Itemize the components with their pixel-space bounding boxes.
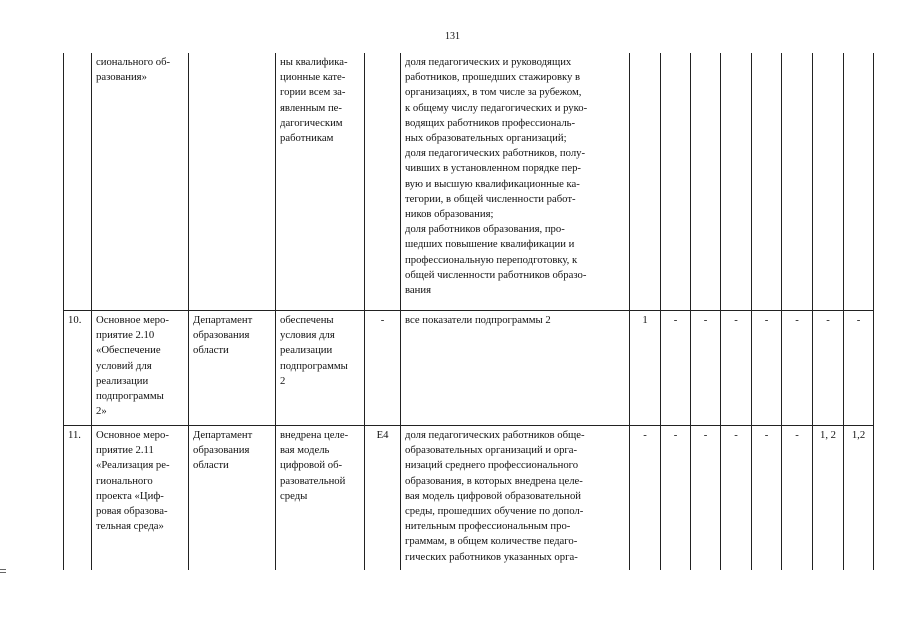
- year-mark: -: [782, 426, 813, 571]
- row-number: [64, 53, 92, 311]
- year-mark: -: [813, 311, 844, 426]
- year-mark: -: [691, 311, 721, 426]
- year-mark: -: [721, 426, 752, 571]
- year-mark: [691, 53, 721, 311]
- indicators: доля педагогических работников обще- образовательных организаций и орга- низаций среднего профессионального образования, в которых внедрена целе- вая модель цифровой образовательной среды, прошедших обучение по допол- нительным профессиональным про- граммам, в общем количестве педаго- гических работников указанных орга-: [401, 426, 630, 571]
- year-mark: 1,2: [844, 426, 874, 571]
- year-mark: 1: [630, 311, 661, 426]
- measures-table: [63, 53, 874, 570]
- expected-result: ны квалифика- ционные кате- гории всем за- явленным пе- дагогическим работникам: [276, 53, 365, 311]
- year-mark: 1, 2: [813, 426, 844, 571]
- year-mark: [661, 53, 691, 311]
- year-mark: -: [691, 426, 721, 571]
- year-mark: [630, 53, 661, 311]
- indicators: доля педагогических и руководящих работников, прошедших стажировку в организациях, в том числе за рубежом, к общему числу педагогических и руко- водящих работников профессиональ- ных образовательных организаций; доля педагогических работников, полу- чивших в установленном порядке пер- вую и высшую квалификационные ка- тегории, в общей численности работ- ников образования; доля работников образования, про- шедших повышение квалификации и профессиональную переподготовку, к общей численности работников образо- вания: [401, 53, 630, 311]
- year-mark: [844, 53, 874, 311]
- measure-name: Основное меро- приятие 2.11 «Реализация ре- гионального проекта «Циф- ровая образова- тельная среда»: [92, 426, 189, 571]
- project-code: [365, 53, 401, 311]
- row-number: 11.: [64, 426, 92, 571]
- year-mark: -: [844, 311, 874, 426]
- year-mark: [782, 53, 813, 311]
- executor: Департамент образования области: [189, 311, 276, 426]
- measure-name: Основное меро- приятие 2.10 «Обеспечение условий для реализации подпрограммы 2»: [92, 311, 189, 426]
- row-number: 10.: [64, 311, 92, 426]
- table-row-continued: [64, 53, 874, 311]
- year-mark: -: [721, 311, 752, 426]
- page-number: 131: [445, 31, 460, 42]
- table-row: [64, 311, 874, 426]
- measure-name: сионального об- разования»: [92, 53, 189, 311]
- project-code: E4: [365, 426, 401, 571]
- executor: [189, 53, 276, 311]
- year-mark: -: [752, 311, 782, 426]
- scan-edge-mark: [0, 569, 6, 573]
- year-mark: [721, 53, 752, 311]
- project-code: -: [365, 311, 401, 426]
- year-mark: -: [782, 311, 813, 426]
- year-mark: -: [661, 311, 691, 426]
- indicators: все показатели подпрограммы 2: [401, 311, 630, 426]
- year-mark: [752, 53, 782, 311]
- table-row: [64, 426, 874, 571]
- year-mark: [813, 53, 844, 311]
- year-mark: -: [630, 426, 661, 571]
- expected-result: внедрена целе- вая модель цифровой об- разовательной среды: [276, 426, 365, 571]
- executor: Департамент образования области: [189, 426, 276, 571]
- expected-result: обеспечены условия для реализации подпрограммы 2: [276, 311, 365, 426]
- year-mark: -: [752, 426, 782, 571]
- year-mark: -: [661, 426, 691, 571]
